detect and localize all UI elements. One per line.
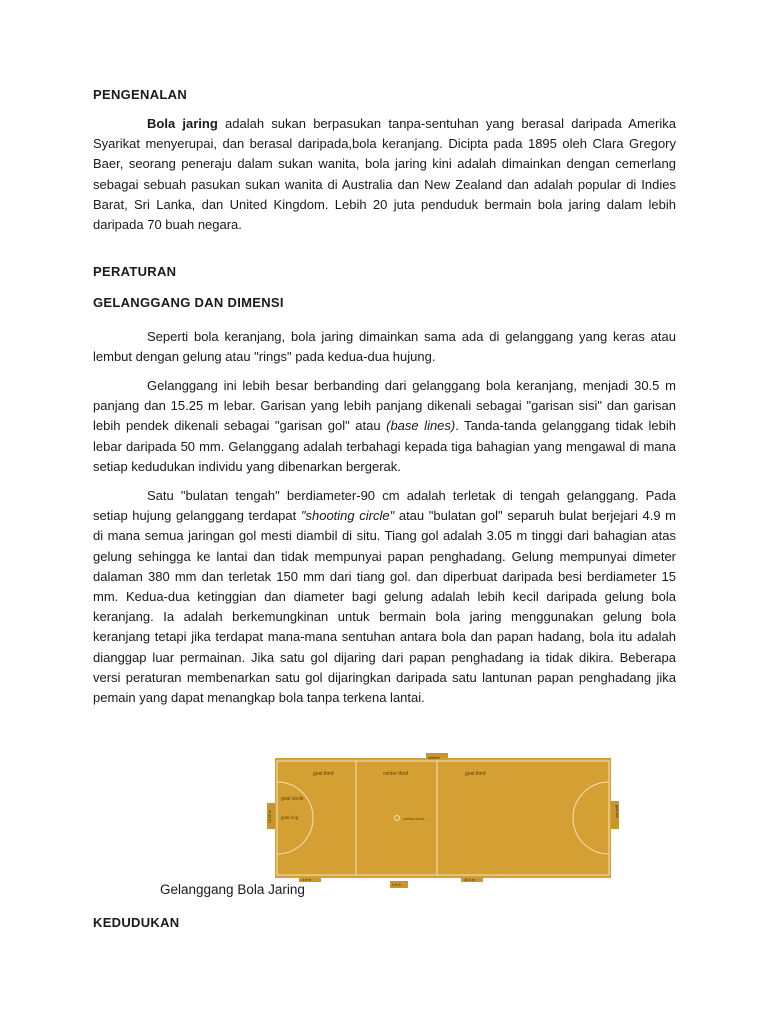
label-right-tab: goal line: [615, 805, 619, 819]
label-bottom-left-tab: 4.9 m: [302, 878, 311, 882]
p2-text-b: . Tanda-tanda gelanggang tidak lebih lebar daripada 50 mm. Gelanggang adalah terbahagi kepada tiga bahagian yang mengawal di mana setiap kedudukan individu yang dibenarkan bergerak.: [93, 418, 676, 474]
p2-italic: (base lines): [386, 418, 456, 434]
label-center-third: center third: [383, 771, 409, 777]
figure-caption: Gelanggang Bola Jaring: [160, 882, 305, 897]
intro-text: adalah sukan berpasukan tanpa-sentuhan yang berasal daripada Amerika Syarikat menyerupai, dan berasal daripada,bola keranjang. Dicipta pada 1895 oleh Clara Gregory Baer, seorang peneraju dalam sukan wanita, bola jaring kini adalah dimainkan dengan cemerlang sebagai sebuah pasukan sukan wanita di Australia dan New Zealand dan adalah popular di Indies Barat, Sri Lanka, dan United Kingdom. Lebih 20 juta penduduk bermain bola jaring dalam lebih daripada 70 buah negara.: [93, 116, 676, 233]
label-goal-ring: goal ring: [281, 815, 299, 820]
p2-text-a: Gelanggang ini lebih besar berbanding dari gelanggang bola keranjang, menjadi 30.5 m panjang dan 15.25 m lebar. Garisan yang lebih panjang dikenali sebagai "garisan sisi" dan garisan lebih pendek dikenali sebagai "garisan gol" atau: [93, 378, 676, 434]
label-bottom-mid-tab: 0.9 m: [392, 883, 401, 887]
positions-heading: KEDUDUKAN: [93, 915, 180, 930]
label-bottom-right-tab: 30.5 m: [464, 878, 475, 882]
p3-italic: "shooting circle": [300, 508, 395, 524]
court-diagram: [268, 753, 625, 891]
rules-heading: PERATURAN: [93, 264, 177, 279]
label-goal-circle: goal circle: [281, 796, 304, 802]
intro-heading: PENGENALAN: [93, 87, 188, 102]
intro-paragraph: [93, 114, 676, 235]
p3-text-a: Satu "bulatan tengah" berdiameter-90 cm adalah terletak di tengah gelanggang. Pada setiap hujung gelanggang terdapat: [93, 488, 676, 524]
label-left-tab: 15.25 m: [268, 810, 272, 823]
label-goal-third-right: goal third: [465, 771, 486, 777]
court-svg: [268, 753, 625, 891]
label-center-circle: centre circle: [403, 816, 425, 821]
rules-paragraph-3: [93, 486, 676, 708]
court-dimension-heading: GELANGGANG DAN DIMENSI: [93, 295, 284, 310]
rules-paragraph-1: Seperti bola keranjang, bola jaring dimainkan sama ada di gelanggang yang keras atau lembut dengan gelung atau "rings" pada kedua-dua hujung.: [93, 329, 676, 365]
label-top-tab: sideline: [428, 756, 440, 760]
p3-text-b: atau "bulatan gol" separuh bulat berjejari 4.9 m di mana semua jaringan gol mesti diambil di situ. Tiang gol adalah 3.05 m tinggi dari bahagian atas gelung sehingga ke lantai dan tidak mempunyai papan penghadang. Gelung mempunyai dimeter dalaman 380 mm dan terletak 150 mm dari tiang gol. dan diperbuat daripada besi berdiameter 15 mm. Kedua-dua ketinggian dan diameter bagi gelung adalah lebih kecil daripada gelung bola keranjang. Ia adalah berkemungkinan untuk bermain bola jaring menggunakan gelung bola keranjang tetapi jika terdapat mana-mana sentuhan antara bola dan papan hadang, bola itu adalah dianggap luar permainan. Jika satu gol dijaring dari papan penghadang ia tidak dikira. Beberapa versi peraturan membenarkan satu gol dijaringkan daripada satu lantunan papan penghadang jika pemain yang dapat menangkap bola tanpa terkena lantai.: [93, 508, 677, 706]
rules-paragraph-2: [93, 376, 676, 477]
intro-term: Bola jaring: [147, 116, 218, 131]
label-goal-third-left: goal third: [313, 771, 334, 777]
